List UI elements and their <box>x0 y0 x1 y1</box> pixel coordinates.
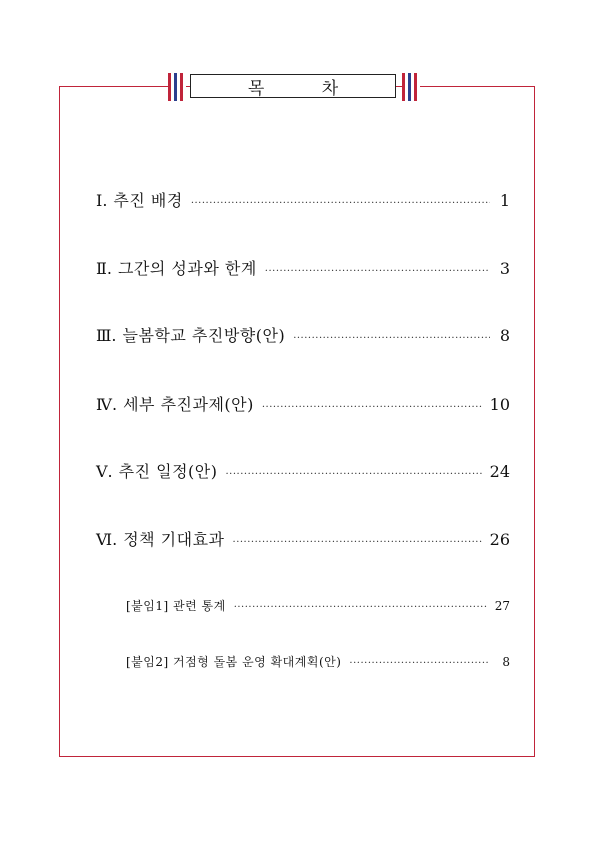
toc-entry-page: 8 <box>499 326 510 345</box>
dot-leader <box>226 469 482 480</box>
toc-entry-number: Ⅵ. <box>96 530 118 549</box>
toc-entry-4[interactable] <box>96 392 510 415</box>
toc-entry-label: 그간의 성과와 한계 <box>117 259 257 278</box>
toc-entry-5[interactable] <box>96 459 510 482</box>
toc-entry-number: Ⅳ. <box>96 395 118 414</box>
toc-attachment-page: 8 <box>502 655 510 669</box>
toc-entry-page: 24 <box>489 462 510 481</box>
toc-entry-1[interactable] <box>96 188 510 211</box>
dot-leader <box>262 402 482 413</box>
toc-entry-label: 추진 배경 <box>113 191 183 210</box>
toc-entry-number: Ⅰ. <box>96 191 108 210</box>
toc-entry-label: 추진 일정(안) <box>118 462 218 481</box>
toc-entry-page: 10 <box>489 395 510 414</box>
title-box <box>190 74 396 98</box>
page-title: 목 차 <box>247 78 365 99</box>
toc-entry-page: 26 <box>489 530 510 549</box>
toc-attachment-label: [붙임2] 거점형 돌봄 운영 확대계획(안) <box>126 655 342 669</box>
dot-leader <box>233 537 482 548</box>
toc-entry-page: 1 <box>499 191 510 210</box>
toc-entry-label: 정책 기대효과 <box>123 530 225 549</box>
toc-entry-3[interactable] <box>96 323 510 346</box>
dot-leader <box>349 658 490 669</box>
toc-entry-number: Ⅲ. <box>96 326 117 345</box>
toc-attachment-1[interactable] <box>126 597 510 614</box>
dot-leader <box>191 198 490 209</box>
toc-attachment-2[interactable] <box>126 653 510 670</box>
dot-leader <box>293 333 490 344</box>
toc-entry-number: Ⅴ. <box>96 462 113 481</box>
header-right-stripes <box>402 73 420 101</box>
toc-entry-label: 세부 추진과제(안) <box>123 395 254 414</box>
toc-entry-page: 3 <box>499 259 510 278</box>
dot-leader <box>265 266 490 277</box>
dot-leader <box>234 602 487 613</box>
toc-entry-6[interactable] <box>96 527 510 550</box>
toc-attachment-label: [붙임1] 관련 통계 <box>126 599 226 613</box>
toc-entry-2[interactable] <box>96 256 510 279</box>
toc-entry-label: 늘봄학교 추진방향(안) <box>122 326 286 345</box>
toc-entry-number: Ⅱ. <box>96 259 112 278</box>
header-left-stripes <box>168 73 186 101</box>
toc-attachment-page: 27 <box>494 599 510 613</box>
toc-header <box>168 73 418 101</box>
